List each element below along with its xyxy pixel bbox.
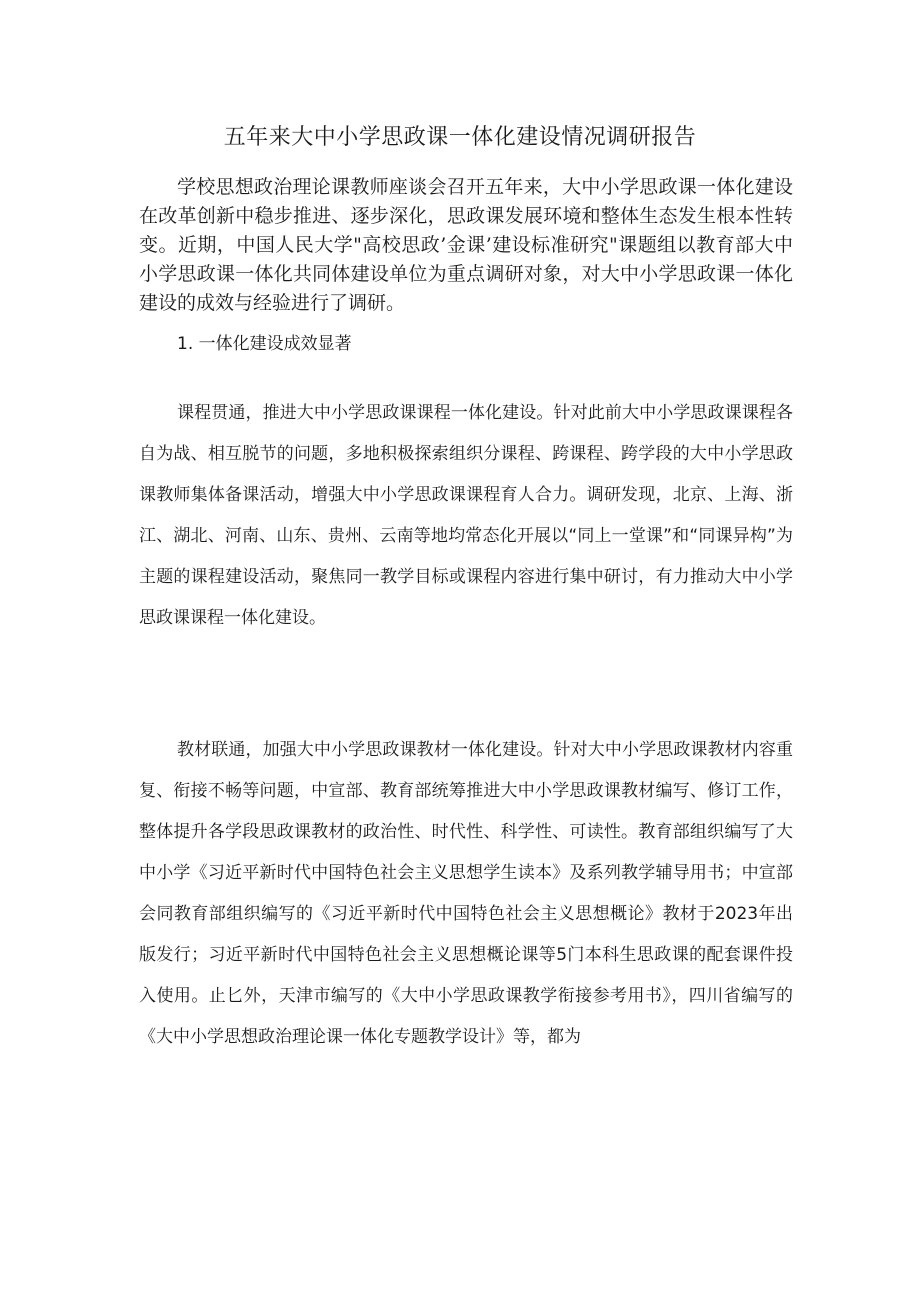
document-title: 五年来大中小学思政课一体化建设情况调研报告 xyxy=(223,125,697,150)
section-heading: 1. 一体化建设成效显著 xyxy=(177,334,352,354)
body-paragraph-textbook: 教材联通，加强大中小学思政课教材一体化建设。针对大中小学思政课教材内容重复、衔接不畅等问题，中宣部、教育部统筹推进大中小学思政课教材编写、修订工作，整体提升各学段思政课教材的政治性、时代性、科学性、可读性。教育部组织编写了大中小学《习近平新时代中国特色社会主义思想学生读本》及系列教学辅导用书；中宣部会同教育部组织编写的《习近平新时代中国特色社会主义思想概论》教材于2023年出版发行；习近平新时代中国特色社会主义思想概论课等5门本科生思政课的配套课件投入使用。止匕外，天津市编写的《大中小学思政课教学衔接参考用书》，四川省编写的《大中小学思想政治理论课一体化专题教学设计》等，都为 xyxy=(139,740,793,1047)
intro-paragraph: 学校思想政治理论课教师座谈会召开五年来，大中小学思政课一体化建设在改革创新中稳步推进、逐步深化，思政课发展环境和整体生态发生根本性转变。近期，中国人民大学"高校思政’金课’建设标准研究"课题组以教育部大中小学思政课一体化共同体建设单位为重点调研对象，对大中小学思政课一体化建设的成效与经验进行了调研。 xyxy=(139,176,793,314)
body-paragraph-course: 课程贯通，推进大中小学思政课课程一体化建设。针对此前大中小学思政课课程各自为战、相互脱节的问题，多地积极探索组织分课程、跨课程、跨学段的大中小学思政课教师集体备课活动，增强大中小学思政课课程育人合力。调研发现，北京、上海、浙江、湖北、河南、山东、贵州、云南等地均常态化开展以“同上一堂课”和“同课异构”为主题的课程建设活动，聚焦同一教学目标或课程内容进行集中研讨，有力推动大中小学思政课课程一体化建设。 xyxy=(139,403,793,628)
